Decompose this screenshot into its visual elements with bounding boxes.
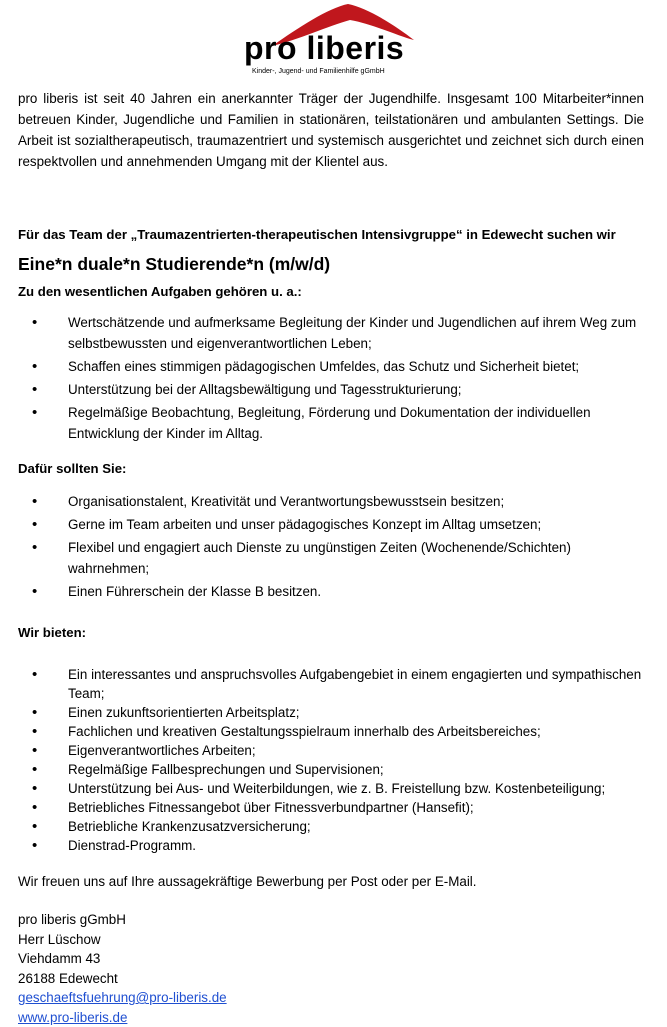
- list-item: • Regelmäßige Beobachtung, Begleitung, Förderung und Dokumentation der individuellen Entwicklung der Kinder im Alltag.: [18, 402, 644, 444]
- tasks-heading: Zu den wesentlichen Aufgaben gehören u. a.:: [18, 284, 302, 299]
- list-item: • Einen Führerschein der Klasse B besitzen.: [18, 581, 644, 602]
- contact-person: Herr Lüschow: [18, 931, 101, 947]
- list-item: • Regelmäßige Fallbesprechungen und Supervisionen;: [18, 760, 644, 779]
- list-item: • Ein interessantes und anspruchsvolles Aufgabengebiet in einem engagierten und sympathischen Team;: [18, 665, 644, 703]
- list-item: • Eigenverantwortliches Arbeiten;: [18, 741, 644, 760]
- offer-list: [18, 665, 644, 855]
- offer-heading: Wir bieten:: [18, 625, 87, 640]
- list-item: • Betriebliche Krankenzusatzversicherung;: [18, 817, 644, 836]
- job-title: Eine*n duale*n Studierende*n (m/w/d): [18, 254, 331, 274]
- website-link[interactable]: www.pro-liberis.de: [18, 1009, 128, 1025]
- document-body: [18, 88, 644, 1027]
- city-address: 26188 Edewecht: [18, 970, 118, 986]
- list-item: • Schaffen eines stimmigen pädagogischen Umfeldes, das Schutz und Sicherheit bietet;: [18, 356, 644, 377]
- closing-text: Wir freuen uns auf Ihre aussagekräftige Bewerbung per Post oder per E-Mail.: [18, 874, 477, 889]
- logo-subtitle: Kinder-, Jugend- und Familienhilfe gGmbH: [252, 68, 385, 75]
- list-item: • Organisationstalent, Kreativität und Verantwortungsbewusstsein besitzen;: [18, 491, 644, 512]
- tasks-list: [18, 312, 644, 444]
- list-item: • Wertschätzende und aufmerksame Begleitung der Kinder und Jugendlichen auf ihrem Weg zum selbstbewussten und eigenverantwortlichen Leben;: [18, 312, 644, 354]
- intro-paragraph: pro liberis ist seit 40 Jahren ein anerkannter Träger der Jugendhilfe. Insgesamt 100 Mitarbeiter*innen betreuen Kinder, Jugendliche und Familien in stationären, teilstationären und ambulanten Settings. Die Arbeit ist sozialtherapeutisch, traumazentriert und systemisch ausgerichtet und zeichnet sich durch einen respektvollen und annehmenden Umgang mit der Klientel aus.: [18, 91, 644, 169]
- team-line: Für das Team der „Traumazentrierten-therapeutischen Intensivgruppe“ in Edewecht suchen wir: [18, 227, 616, 242]
- list-item: • Fachlichen und kreativen Gestaltungsspielraum innerhalb des Arbeitsbereiches;: [18, 722, 644, 741]
- list-item: • Betriebliches Fitnessangebot über Fitnessverbundpartner (Hansefit);: [18, 798, 644, 817]
- email-link[interactable]: geschaeftsfuehrung@pro-liberis.de: [18, 990, 227, 1005]
- logo-name: pro liberis: [244, 30, 405, 66]
- list-item: • Unterstützung bei der Alltagsbewältigung und Tagesstrukturierung;: [18, 379, 644, 400]
- contact-address: [18, 910, 644, 1027]
- requirements-heading: Dafür sollten Sie:: [18, 461, 127, 476]
- list-item: • Dienstrad-Programm.: [18, 836, 644, 855]
- list-item: • Flexibel und engagiert auch Dienste zu ungünstigen Zeiten (Wochenende/Schichten) wahrnehmen;: [18, 537, 644, 579]
- requirements-list: [18, 491, 644, 602]
- list-item: • Einen zukunftsorientierten Arbeitsplatz;: [18, 703, 644, 722]
- company-name: pro liberis gGmbH: [18, 912, 126, 927]
- list-item: • Unterstützung bei Aus- und Weiterbildungen, wie z. B. Freistellung bzw. Kostenbeteiligung;: [18, 779, 644, 798]
- pro-liberis-logo: [228, 2, 428, 82]
- list-item: • Gerne im Team arbeiten und unser pädagogisches Konzept im Alltag umsetzen;: [18, 514, 644, 535]
- street-address: Viehdamm 43: [18, 951, 101, 966]
